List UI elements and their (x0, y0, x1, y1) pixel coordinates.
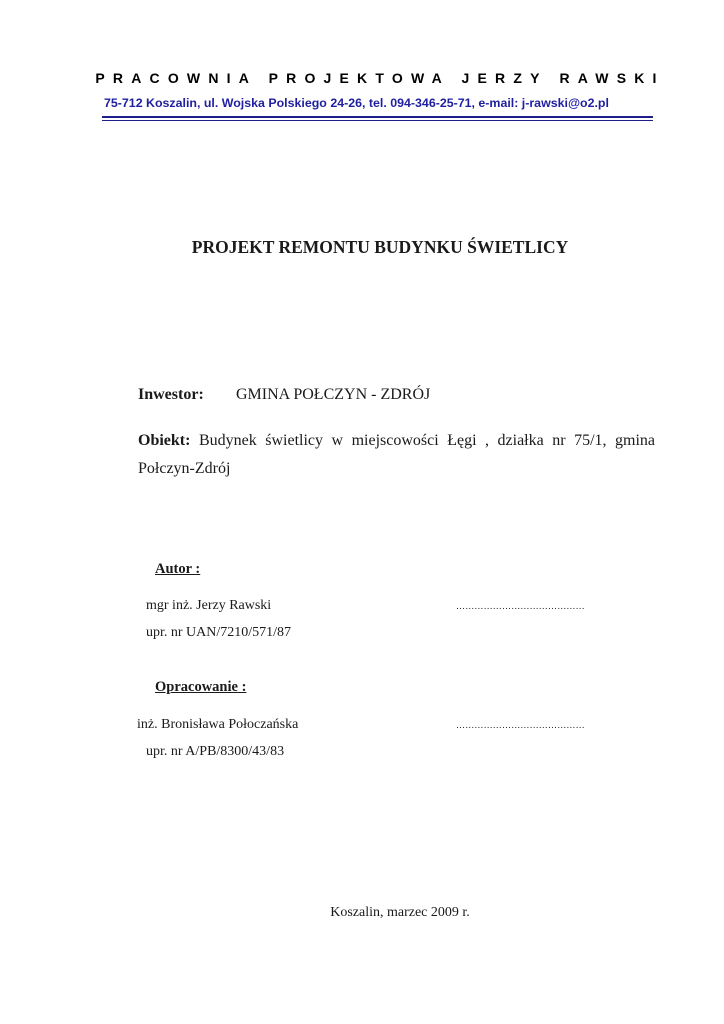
opracowanie-license: upr. nr A/PB/8300/43/83 (146, 744, 285, 759)
opracowanie-signature-line: …………………………………… (456, 720, 585, 730)
opracowanie-label: Opracowanie : (155, 679, 247, 695)
firm-address: 75-712 Koszalin, ul. Wojska Polskiego 24-26, tel. 094-346-25-71, e-mail: j-rawski@o2.pl (104, 96, 609, 110)
autor-name: mgr inż. Jerzy Rawski (146, 598, 272, 613)
header-rule-thick (102, 116, 653, 118)
autor-license: upr. nr UAN/7210/571/87 (146, 625, 292, 640)
obiekt-label: Obiekt: (138, 432, 191, 449)
obiekt-block (138, 427, 655, 483)
autor-signature-line: …………………………………… (456, 601, 585, 611)
document-title: PROJEKT REMONTU BUDYNKU ŚWIETLICY (191, 237, 569, 257)
firm-name: PRACOWNIA PROJEKTOWA JERZY RAWSKI (95, 70, 665, 86)
obiekt-value: Budynek świetlicy w miejscowości Łęgi , działka nr 75/1, gmina Połczyn-Zdrój (138, 432, 656, 477)
inwestor-value: GMINA POŁCZYN - ZDRÓJ (236, 386, 431, 403)
autor-label: Autor : (155, 561, 201, 577)
place-date: Koszalin, marzec 2009 r. (330, 905, 470, 920)
header-rule-thin (102, 120, 653, 121)
opracowanie-name: inż. Bronisława Połoczańska (137, 717, 299, 732)
inwestor-label: Inwestor: (138, 386, 204, 403)
